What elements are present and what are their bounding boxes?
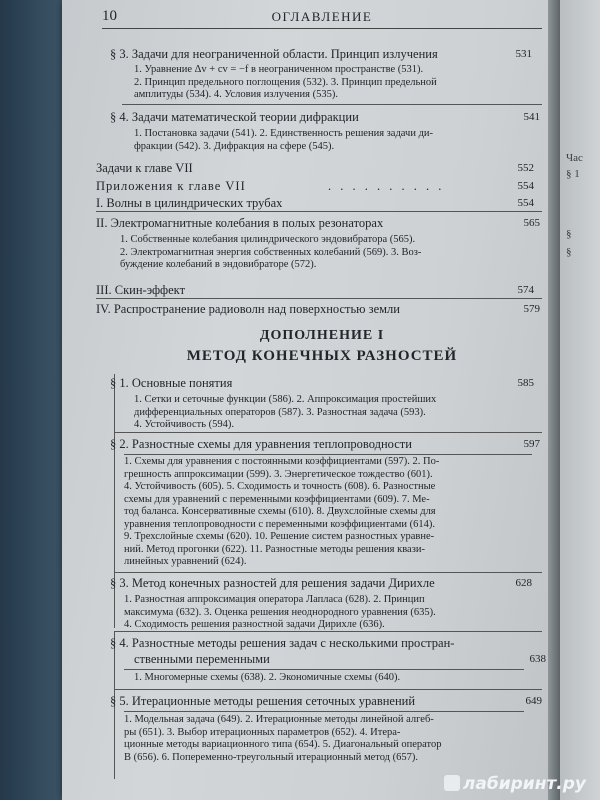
toc-sub: 1. Схемы для уравнения с постоянными коэффициентами (597). 2. По- грешность аппроксимации (599). 3. Энергетическое тождество (601). 4. Устойчивость (605). 5. Сходимость и точность (608). 6. Разностные схемы для уравнений с переменными коэффициентами (609). 7. Ме- тод баланса. Консервативные схемы (610). 8. Двухслойные схемы для уравнения теплопроводности с переменными коэффициентами (614). 9. Трехслойные схемы (620). 10. Решение систем разностных уравне- ний. Метод прогонки (622). 11. Разностные методы решения квази- линейных уравнений (624). [124,456,440,567]
watermark-logo-icon [444,775,460,791]
toc-page: 565 [523,217,540,229]
toc-entry: II. Электромагнитные колебания в полых резонаторах [96,216,384,230]
book-page [62,0,550,800]
toc-entry: Приложения к главе VII [96,179,246,193]
toc-page: 649 [525,695,542,707]
toc-sub: 1. Многомерные схемы (638). 2. Экономичные схемы (640). [134,672,401,683]
toc-page: 574 [517,284,534,296]
appendix-subtitle: МЕТОД КОНЕЧНЫХ РАЗНОСТЕЙ [186,348,458,364]
toc-sub: 1. Постановка задачи (541). 2. Единственность решения задачи ди- фракции (542). 3. Дифракция на сфере (545). [134,128,434,152]
toc-entry: § 3. Метод конечных разностей для решения задачи Дирихле [110,576,435,590]
entry-rule [124,669,524,670]
toc-entry: III. Скин-эффект [96,283,186,297]
toc-page: 638 [529,653,546,665]
adjacent-fragment: § 1 [566,168,580,180]
toc-page: 541 [523,111,540,123]
toc-sub: 1. Разностная аппроксимация оператора Лапласа (628). 2. Принцип максимума (632). 3. Оценка решения неоднородного уравнения (635). 4. Сходимость решения разностной задачи Дирихле (636). [124,594,436,630]
toc-sub: 1. Модельная задача (649). 2. Итерационные методы линейной алгеб- ры (651). 3. Выбор итерационных параметров (652). 4. Итера- ционные методы вариационного типа (654). 5. Диагональный оператор B (656). 6. Попеременно-треугольный итерационный метод (657). [124,714,442,763]
book-binding [548,0,560,800]
header-title: ОГЛАВЛЕНИЕ [271,9,373,24]
adjacent-page [560,0,600,800]
section-bracket [114,432,115,572]
entry-rule [114,689,542,690]
toc-entry: Задачи к главе VII [96,161,193,175]
toc-page: 552 [517,162,534,174]
entry-rule [96,211,542,212]
entry-rule [122,104,542,105]
toc-sub: 1. Сетки и сеточные функции (586). 2. Аппроксимация простейших дифференциальных операторов (587). 3. Разностная задача (593). 4. Устойчивость (594). [134,394,437,430]
page-number: 10 [102,8,117,24]
entry-rule [114,572,542,573]
adjacent-fragment: Час [566,152,583,164]
toc-page: 628 [515,577,532,589]
toc-entry: § 5. Итерационные методы решения сеточных уравнений [110,694,416,708]
toc-entry: § 3. Задачи для неограниченной области. Принцип излучения [110,47,438,61]
toc-entry: § 4. Разностные методы решения задач с несколькими простран- [110,636,455,650]
watermark: лабиринт.ру [462,774,586,794]
toc-page: 554 [517,180,534,192]
appendix-title: ДОПОЛНЕНИЕ I [259,328,385,343]
toc-entry: § 4. Задачи математической теории дифракции [110,110,359,124]
adjacent-fragment: § [566,246,572,258]
toc-entry: § 2. Разностные схемы для уравнения теплопроводности [110,437,412,451]
entry-rule [124,454,532,455]
toc-sub: 1. Уравнение Δv + cv = −f в неограниченном пространстве (531). 2. Принцип предельного поглощения (532). 3. Принцип предельной амплитуды (534). 4. Условия излучения (535). [134,64,437,100]
running-header [102,6,542,29]
background-left [0,0,62,800]
toc-entry: § 1. Основные понятия [110,376,233,390]
toc-page: 585 [517,377,534,389]
toc-page: 531 [515,48,532,60]
toc-page: 579 [523,303,540,315]
entry-rule [124,711,524,712]
toc-entry-cont: ственными переменными [134,652,270,666]
entry-rule [114,432,542,433]
adjacent-fragment: § [566,228,572,240]
leader-dots: . . . . . . . . . . [328,179,445,193]
toc-sub: 1. Собственные колебания цилиндрического эндовибратора (565). 2. Электромагнитная энергия собственных колебаний (569). 3. Воз- буждение колебаний в эндовибраторе (572). [120,234,422,270]
entry-rule [96,298,542,299]
toc-page: 597 [523,438,540,450]
toc-page: 554 [517,197,534,209]
entry-rule [114,631,542,632]
toc-entry: IV. Распространение радиоволн над поверхностью земли [96,302,400,316]
toc-entry: I. Волны в цилиндрических трубах [96,196,283,210]
